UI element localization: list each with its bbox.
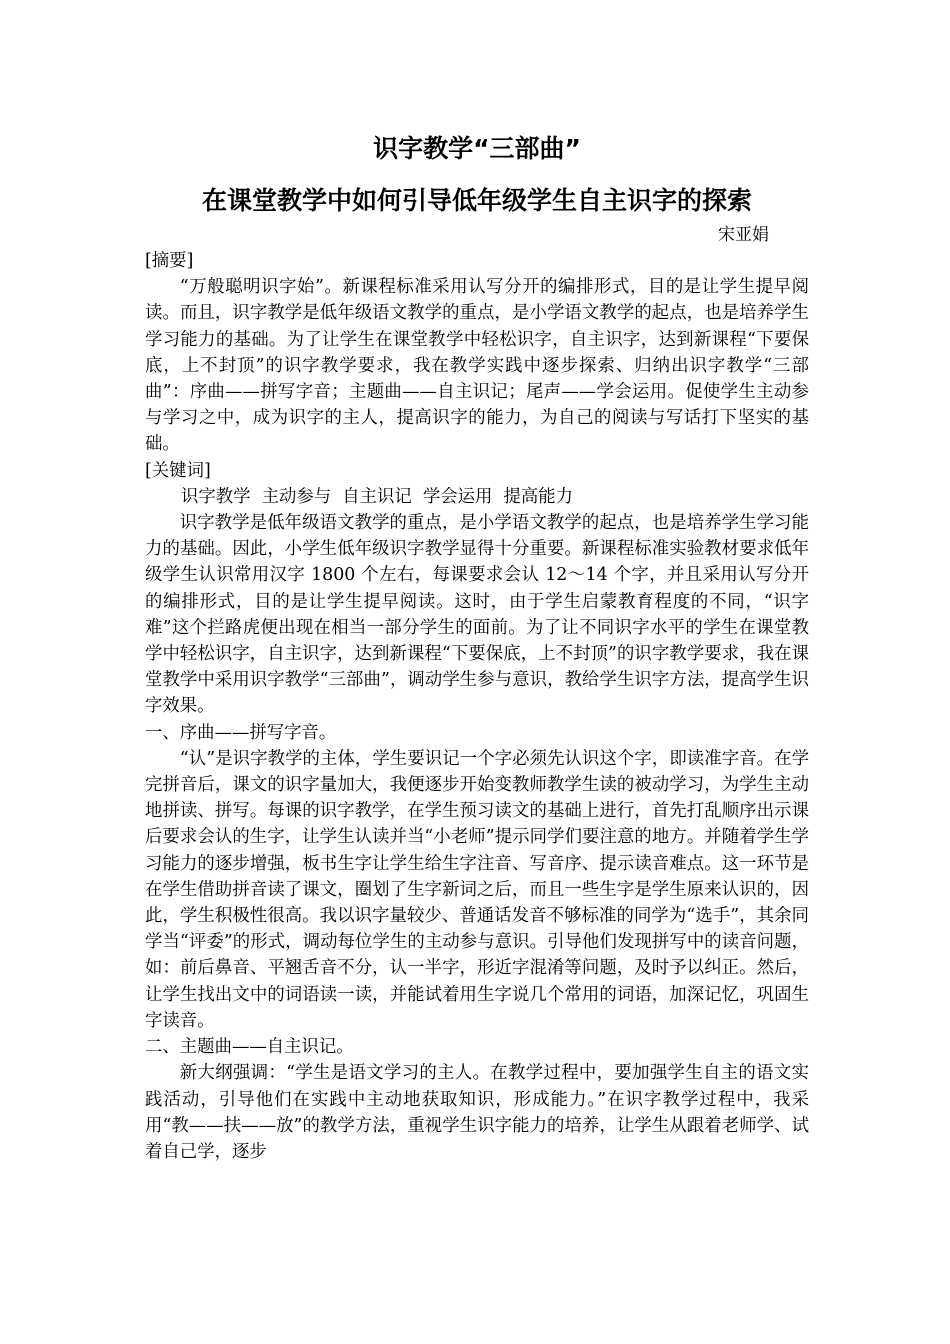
intro-paragraph: 识字教学是低年级语文教学的重点，是小学语文教学的起点，也是培养学生学习能力的基础。因此，小学生低年级识字教学显得十分重要。新课程标准实验教材要求低年级学生认识常用汉字 1800 个左右，每课要求会认 12～14 个字，并且采用认写分开的编排形式，目的是让学生提早阅读。这时，由于学生启蒙教育程度的不同，“识字难”这个拦路虎便出现在相当一部分学生的面前。为了让不同识字水平的学生在课堂教学中轻松识字，自主识字，达到新课程“下要保底，上不封顶”的识字教学要求，我在课堂教学中采用识字教学“三部曲”，调动学生参与意识，教给学生识字方法，提高学生识字效果。 [145,513,809,717]
abstract-paragraph: “万般聪明识字始”。新课程标准采用认写分开的编排形式，目的是让学生提早阅读。而且，识字教学是低年级语文教学的重点，是小学语文教学的起点，也是培养学生学习能力的基础。为了让学生在课堂教学中轻松识字，自主识字，达到新课程“下要保底，上不封顶”的识字教学要求，我在教学实践中逐步探索、归纳出识字教学“三部曲”：序曲——拼写字音；主题曲——自主识记；尾声——学会运用。促使学生主动参与学习之中，成为识字的主人，提高识字的能力，为自己的阅读与写话打下坚实的基础。 [145,277,809,455]
keywords-label: [关键词] [145,460,211,481]
document-title: 识字教学“三部曲” [373,134,581,163]
document-page [145,120,809,1165]
section-heading-2: 二、主题曲——自主识记。 [145,1037,354,1058]
document-subtitle: 在课堂教学中如何引导低年级学生自主识字的探索 [201,186,752,215]
section-paragraph-1: “认”是识字教学的主体，学生要识记一个字必须先认识这个字，即读准字音。在学完拼音后，课文的识字量加大，我便逐步开始变教师教学生读的被动学习，为学生主动地拼读、拼写。每课的识字教学，在学生预习读文的基础上进行，首先打乱顺序出示课后要求会认的生字，让学生认读并当“小老师”提示同学们要注意的地方。并随着学生学习能力的逐步增强，板书生字让学生给生字注音、写音序、提示读音难点。这一环节是在学生借助拼音读了课文，圈划了生字新词之后，而且一些生字是学生原来认识的，因此，学生积极性很高。我以识字量较少、普通话发音不够标准的同学为“选手”，其余同学当“评委”的形式，调动每位学生的主动参与意识。引导他们发现拼写中的读音问题，如：前后鼻音、平翘舌音不分，认一半字，形近字混淆等问题，及时予以纠正。然后，让学生找出文中的词语读一读，并能试着用生字说几个常用的词语，加深记忆，巩固生字读音。 [145,748,809,1031]
section-paragraph-2: 新大纲强调：“学生是语文学习的主人。在教学过程中，要加强学生自主的语文实践活动，引导他们在实践中主动地获取知识，形成能力。”在识字教学过程中，我采用“教——扶——放”的教学方法，重视学生识字能力的培养，让学生从跟着老师学、试着自己学，逐步 [145,1063,809,1162]
abstract-label: [摘要] [145,251,194,271]
section-heading-1: 一、序曲——拼写字音。 [145,722,337,743]
author-name: 宋亚娟 [718,225,769,245]
keywords-list: 识字教学 主动参与 自主识记 学会运用 提高能力 [181,486,574,507]
